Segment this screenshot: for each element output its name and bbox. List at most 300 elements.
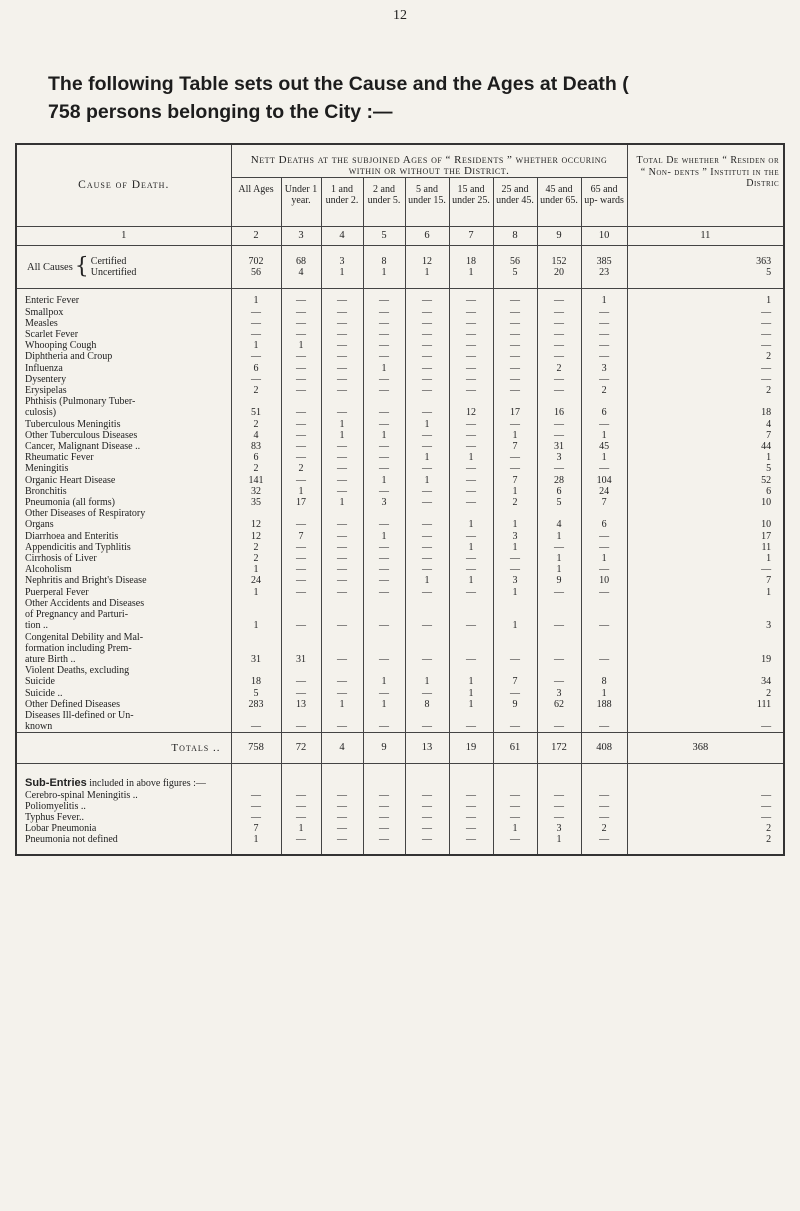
cause-name xyxy=(17,351,231,362)
cell-value: 32 xyxy=(251,485,261,497)
totals-label: Totals .. xyxy=(17,733,231,764)
table-cell xyxy=(363,542,405,553)
table-cell xyxy=(321,374,363,385)
cell-value: 3 xyxy=(381,497,387,509)
cause-line: Suicide xyxy=(25,676,55,688)
table-cell xyxy=(493,710,537,733)
table-cell xyxy=(493,307,537,318)
table-cell xyxy=(493,463,537,474)
cell-value: — xyxy=(379,295,389,307)
table-cell xyxy=(281,710,321,733)
cell-value: 1 xyxy=(424,676,430,688)
table-cell xyxy=(231,801,281,812)
table-cell xyxy=(405,419,449,430)
blank-cell xyxy=(231,846,281,854)
table-cell xyxy=(231,710,281,733)
cell-value: 7 xyxy=(253,823,259,835)
cause-line: Influenza xyxy=(25,362,63,374)
table-row xyxy=(17,575,783,586)
table-cell xyxy=(627,475,783,486)
cell-value: — xyxy=(379,541,389,553)
cell-value: — xyxy=(296,317,306,329)
table-row xyxy=(17,497,783,508)
cause-line: Other Tuberculous Diseases xyxy=(25,429,138,441)
cell-value: — xyxy=(554,463,564,475)
cell-value: 5 xyxy=(253,687,259,699)
certified-value: 68 xyxy=(296,256,306,267)
cell-value: 2 xyxy=(601,385,607,397)
cell-value: — xyxy=(337,834,347,846)
table-cell xyxy=(321,463,363,474)
table-cell xyxy=(537,834,581,845)
cause-line: Pneumonia not defined xyxy=(25,834,118,846)
table-cell xyxy=(581,834,627,845)
table-cell xyxy=(405,374,449,385)
table-cell xyxy=(581,396,627,418)
cell-value: — xyxy=(554,351,564,363)
table-cell xyxy=(449,351,493,362)
table-cell xyxy=(493,452,537,463)
cell-value: — xyxy=(761,800,772,812)
cell-value: — xyxy=(422,373,432,385)
cell-value: — xyxy=(466,385,476,397)
table-cell xyxy=(231,531,281,542)
cell-value: — xyxy=(422,385,432,397)
cell-value: — xyxy=(296,385,306,397)
table-cell xyxy=(493,632,537,666)
table-cell xyxy=(321,688,363,699)
table-cell xyxy=(405,508,449,530)
cell-value: — xyxy=(379,452,389,464)
blank-cell xyxy=(493,764,537,790)
table-cell xyxy=(581,497,627,508)
table-cell xyxy=(281,295,321,306)
cell-value: 1 xyxy=(601,429,607,441)
table-cell xyxy=(363,553,405,564)
table-row xyxy=(17,710,783,733)
cell-value: 1 xyxy=(339,429,345,441)
cause-line: Cancer, Malignant Disease .. xyxy=(25,441,141,453)
cell-value: — xyxy=(599,418,610,430)
cell-value: — xyxy=(466,834,476,846)
cell-value: 7 xyxy=(766,429,772,441)
cell-value: 34 xyxy=(761,676,772,688)
cell-value: — xyxy=(510,834,520,846)
cell-value: — xyxy=(422,351,432,363)
cell-value: — xyxy=(296,564,306,576)
table-cell xyxy=(231,475,281,486)
cell-value: — xyxy=(422,586,432,598)
cell-value: 1 xyxy=(766,553,772,565)
cause-name xyxy=(17,834,231,845)
cell-value: — xyxy=(554,306,564,318)
table-cell xyxy=(627,564,783,575)
cell-value: 31 xyxy=(296,653,306,665)
age-group-header: All Ages xyxy=(231,178,281,227)
cell-value: — xyxy=(337,586,347,598)
table-cell xyxy=(537,329,581,340)
table-row xyxy=(17,542,783,553)
cause-name xyxy=(17,486,231,497)
table-cell xyxy=(537,665,581,687)
cell-value: — xyxy=(761,306,772,318)
table-cell xyxy=(281,564,321,575)
table-cell xyxy=(363,363,405,374)
sub-entries-heading-row xyxy=(17,764,783,790)
table-cell xyxy=(231,665,281,687)
table-cell xyxy=(537,430,581,441)
cause-name xyxy=(17,441,231,452)
total-deaths-header: Total De whether “ Residen or “ Non- dents ” Instituti in the Distric xyxy=(627,145,783,227)
cell-value: — xyxy=(296,474,306,486)
table-cell xyxy=(627,340,783,351)
table-cell xyxy=(493,396,537,418)
cell-value: — xyxy=(379,586,389,598)
all-causes-values xyxy=(321,246,363,289)
table-cell xyxy=(493,486,537,497)
totals-value: 172 xyxy=(537,733,581,764)
cell-value: — xyxy=(510,306,520,318)
table-cell xyxy=(281,508,321,530)
cell-value: 1 xyxy=(253,295,259,307)
table-row xyxy=(17,564,783,575)
cell-value: 3 xyxy=(556,687,562,699)
cell-value: 1 xyxy=(601,452,607,464)
all-causes-values xyxy=(231,246,281,289)
cause-name xyxy=(17,812,231,823)
cell-value: — xyxy=(510,418,520,430)
table-cell xyxy=(321,295,363,306)
column-number: 6 xyxy=(405,227,449,246)
cell-value: — xyxy=(466,497,476,509)
table-cell xyxy=(405,486,449,497)
table-cell xyxy=(281,823,321,834)
cell-value: 18 xyxy=(251,676,261,688)
cell-value: 1 xyxy=(766,452,772,464)
table-cell xyxy=(493,688,537,699)
cell-value: — xyxy=(422,519,432,531)
table-cell xyxy=(627,699,783,710)
table-cell xyxy=(405,564,449,575)
table-cell xyxy=(493,790,537,801)
cause-line: Cerebro-spinal Meningitis .. xyxy=(25,789,138,801)
cause-line: of Pregnancy and Parturi- xyxy=(25,609,129,621)
table-cell xyxy=(231,812,281,823)
cell-value: — xyxy=(379,823,389,835)
table-row xyxy=(17,329,783,340)
cell-value: 2 xyxy=(601,823,607,835)
table-cell xyxy=(627,587,783,598)
table-cell xyxy=(627,430,783,441)
intro-line-1: The following Table sets out the Cause and the Ages at Death ( xyxy=(48,73,629,95)
cell-value: 6 xyxy=(253,362,259,374)
cell-value: — xyxy=(337,519,347,531)
table-cell xyxy=(449,834,493,845)
cell-value: 283 xyxy=(248,698,264,710)
table-cell xyxy=(321,665,363,687)
all-causes-label: All Causes xyxy=(27,261,73,273)
cell-value: 28 xyxy=(554,474,564,486)
cell-value: — xyxy=(510,811,520,823)
cell-value: 1 xyxy=(512,429,518,441)
cell-value: 45 xyxy=(599,441,610,453)
table-cell xyxy=(281,531,321,542)
cell-value: 44 xyxy=(761,441,772,453)
cell-value: — xyxy=(466,564,476,576)
table-cell xyxy=(281,363,321,374)
cell-value: 4 xyxy=(556,519,562,531)
cell-value: — xyxy=(379,418,389,430)
cell-value: — xyxy=(251,721,261,733)
table-cell xyxy=(449,486,493,497)
cause-name xyxy=(17,575,231,586)
cause-line: Diseases Ill-defined or Un- xyxy=(25,709,134,721)
table-cell xyxy=(231,463,281,474)
table-cell xyxy=(321,812,363,823)
table-cell xyxy=(537,363,581,374)
table-cell xyxy=(537,318,581,329)
table-cell xyxy=(281,553,321,564)
table-cell xyxy=(449,396,493,418)
cell-value: 1 xyxy=(424,452,430,464)
cell-value: — xyxy=(296,541,306,553)
table-cell xyxy=(581,598,627,632)
table-cell xyxy=(449,452,493,463)
cause-name xyxy=(17,790,231,801)
blank-cell xyxy=(321,846,363,854)
cell-value: 8 xyxy=(601,676,607,688)
table-cell xyxy=(321,710,363,733)
all-causes-values xyxy=(405,246,449,289)
cell-value: — xyxy=(554,586,564,598)
table-cell xyxy=(405,452,449,463)
table-row xyxy=(17,553,783,564)
table-cell xyxy=(581,363,627,374)
table-cell xyxy=(493,419,537,430)
table-cell xyxy=(581,307,627,318)
table-cell xyxy=(537,823,581,834)
table-cell xyxy=(321,508,363,530)
table-cell xyxy=(581,542,627,553)
table-cell xyxy=(537,710,581,733)
table-cell xyxy=(363,441,405,452)
cell-value: — xyxy=(466,620,476,632)
cell-value: 5 xyxy=(556,497,562,509)
table-cell xyxy=(281,396,321,418)
cause-line: tion .. xyxy=(25,620,49,632)
cell-value: 2 xyxy=(766,687,772,699)
cell-value: — xyxy=(296,362,306,374)
uncertified-value: 5 xyxy=(766,267,772,279)
table-cell xyxy=(627,508,783,530)
column-number: 10 xyxy=(581,227,627,246)
cell-value: 1 xyxy=(468,698,474,710)
table-cell xyxy=(405,823,449,834)
cell-value: — xyxy=(761,564,772,576)
table-cell xyxy=(231,542,281,553)
blank-cell xyxy=(449,846,493,854)
cell-value: — xyxy=(599,834,610,846)
cell-value: 1 xyxy=(601,553,607,565)
cell-value: — xyxy=(379,789,389,801)
table-cell xyxy=(321,430,363,441)
cell-value: — xyxy=(510,564,520,576)
cause-line: Meningitis xyxy=(25,463,69,475)
table-cell xyxy=(363,801,405,812)
table-cell xyxy=(363,575,405,586)
table-cell xyxy=(281,801,321,812)
cell-value: — xyxy=(337,541,347,553)
uncertified-value: 23 xyxy=(599,267,610,279)
table-cell xyxy=(581,318,627,329)
cause-name xyxy=(17,363,231,374)
cell-value: 1 xyxy=(512,485,518,497)
cell-value: — xyxy=(296,800,306,812)
cell-value: 1 xyxy=(339,698,345,710)
totals-value: 4 xyxy=(321,733,363,764)
table-cell xyxy=(231,307,281,318)
cell-value: — xyxy=(599,463,610,475)
cell-value: — xyxy=(466,789,476,801)
table-cell xyxy=(281,430,321,441)
table-cell xyxy=(537,497,581,508)
cell-value: 1 xyxy=(766,586,772,598)
table-row xyxy=(17,363,783,374)
cell-value: 1 xyxy=(512,620,518,632)
cause-name xyxy=(17,396,231,418)
cell-value: — xyxy=(296,306,306,318)
table-cell xyxy=(363,508,405,530)
cell-value: — xyxy=(337,687,347,699)
cell-value: 1 xyxy=(512,541,518,553)
cell-value: 1 xyxy=(468,676,474,688)
table-cell xyxy=(493,812,537,823)
cell-value: — xyxy=(296,429,306,441)
table-cell xyxy=(627,823,783,834)
table-cell xyxy=(449,531,493,542)
cell-value: 1 xyxy=(601,687,607,699)
table-cell xyxy=(231,575,281,586)
table-row xyxy=(17,463,783,474)
all-causes-values xyxy=(281,246,321,289)
cell-value: — xyxy=(337,789,347,801)
cell-value: — xyxy=(466,530,476,542)
cell-value: — xyxy=(251,329,261,341)
table-cell xyxy=(449,340,493,351)
table-cell xyxy=(281,340,321,351)
totals-value: 61 xyxy=(493,733,537,764)
cell-value: — xyxy=(466,463,476,475)
cell-value: 16 xyxy=(554,407,564,419)
cause-line: Typhus Fever.. xyxy=(25,811,85,823)
cell-value: 9 xyxy=(556,575,562,587)
cell-value: 1 xyxy=(556,530,562,542)
table-row xyxy=(17,340,783,351)
table-cell xyxy=(231,688,281,699)
table-cell xyxy=(281,598,321,632)
cell-value: — xyxy=(761,340,772,352)
cell-value: 12 xyxy=(251,530,261,542)
cell-value: — xyxy=(466,429,476,441)
table-cell xyxy=(321,834,363,845)
cell-value: — xyxy=(466,340,476,352)
table-cell xyxy=(231,632,281,666)
table-cell xyxy=(321,363,363,374)
age-group-header: 45 and under 65. xyxy=(537,178,581,227)
table-cell xyxy=(231,363,281,374)
table-cell xyxy=(281,351,321,362)
table-cell xyxy=(321,497,363,508)
table-cell xyxy=(281,374,321,385)
table-cell xyxy=(405,351,449,362)
column-number: 11 xyxy=(627,227,783,246)
table-cell xyxy=(363,295,405,306)
cause-name xyxy=(17,452,231,463)
cell-value: — xyxy=(251,373,261,385)
table-cell xyxy=(449,307,493,318)
cause-line: Poliomyelitis .. xyxy=(25,800,86,812)
table-cell xyxy=(493,329,537,340)
uncertified-value: 1 xyxy=(424,267,430,279)
cell-value: 17 xyxy=(296,497,306,509)
table-cell xyxy=(363,430,405,441)
cell-value: 3 xyxy=(556,452,562,464)
table-cell xyxy=(363,419,405,430)
table-cell xyxy=(581,801,627,812)
table-cell xyxy=(321,396,363,418)
cause-name xyxy=(17,307,231,318)
cause-line: Diphtheria and Croup xyxy=(25,351,113,363)
cell-value: — xyxy=(422,295,432,307)
table-cell xyxy=(581,295,627,306)
table-cell xyxy=(231,564,281,575)
table-cell xyxy=(321,419,363,430)
cell-value: — xyxy=(337,676,347,688)
cell-value: — xyxy=(422,541,432,553)
table-cell xyxy=(363,790,405,801)
table-cell xyxy=(537,463,581,474)
cell-value: 12 xyxy=(251,519,261,531)
cell-value: — xyxy=(466,485,476,497)
table-cell xyxy=(537,340,581,351)
table-cell xyxy=(627,307,783,318)
table-cell xyxy=(537,688,581,699)
table-cell xyxy=(405,463,449,474)
cell-value: — xyxy=(466,362,476,374)
column-number: 1 xyxy=(17,227,231,246)
cell-value: — xyxy=(466,373,476,385)
cell-value: — xyxy=(510,373,520,385)
table-cell xyxy=(363,834,405,845)
sub-entry-row xyxy=(17,834,783,845)
cause-line: known xyxy=(25,721,53,733)
table-cell xyxy=(231,295,281,306)
all-causes-values xyxy=(363,246,405,289)
cell-value: — xyxy=(599,329,610,341)
cell-value: — xyxy=(466,653,476,665)
table-cell xyxy=(493,553,537,564)
cause-name xyxy=(17,374,231,385)
cause-line: Dysentery xyxy=(25,373,67,385)
table-cell xyxy=(363,632,405,666)
table-cell xyxy=(363,307,405,318)
cell-value: 1 xyxy=(766,295,772,307)
cell-value: — xyxy=(466,295,476,307)
table-cell xyxy=(405,441,449,452)
table-cell xyxy=(281,497,321,508)
cell-value: 1 xyxy=(381,474,387,486)
cell-value: 24 xyxy=(599,485,610,497)
